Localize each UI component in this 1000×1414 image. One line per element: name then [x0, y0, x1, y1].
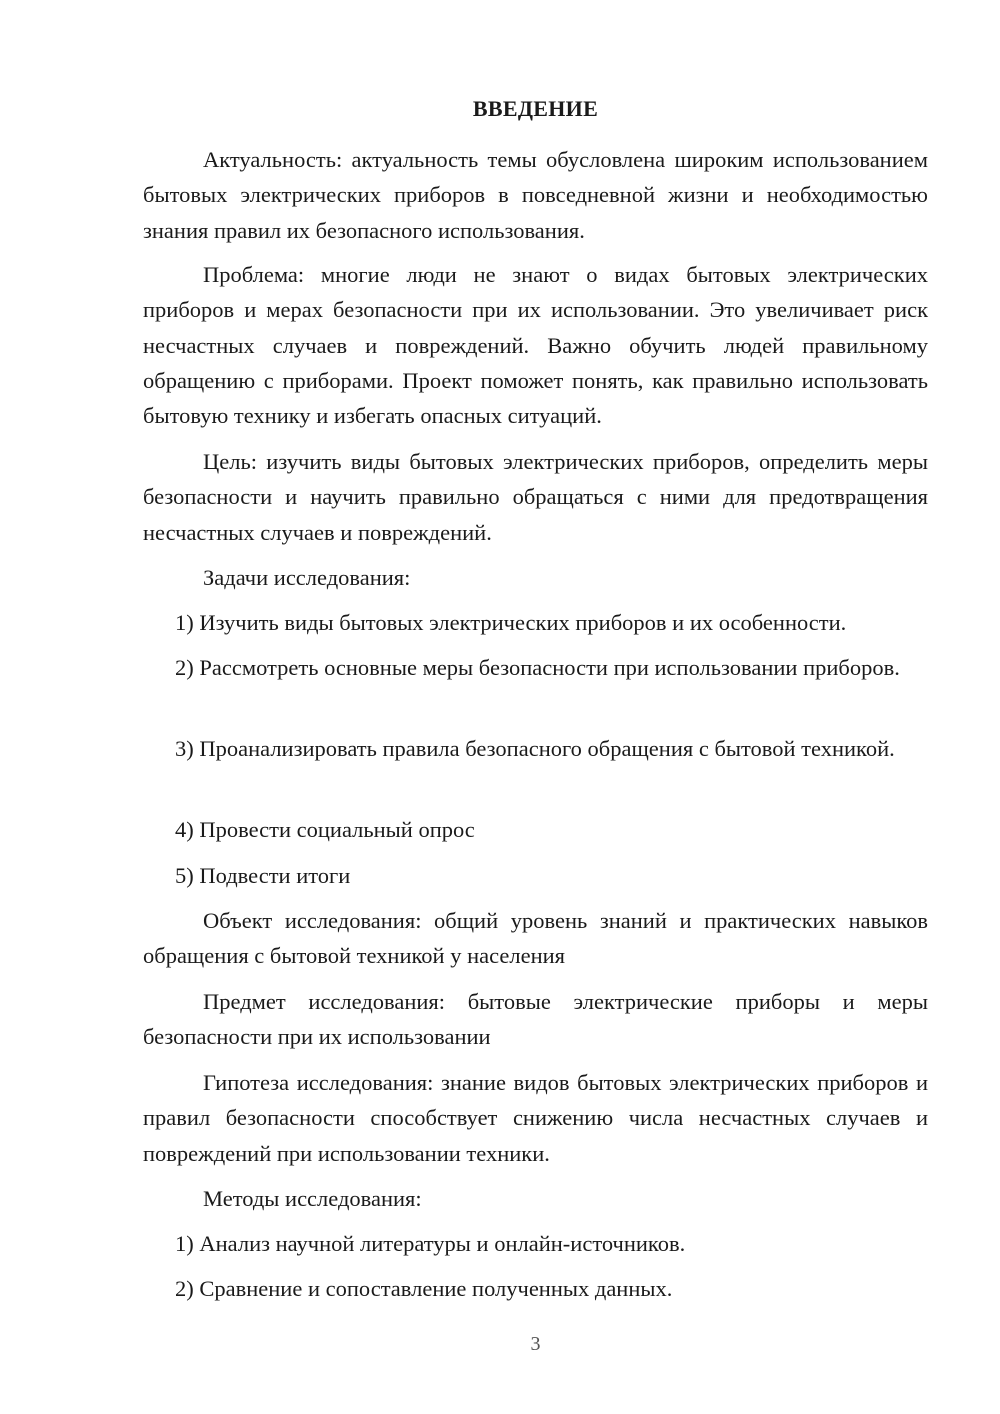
goal-paragraph: Цель: изучить виды бытовых электрических приборов, определить меры безопасности и научить правильно обращаться с ними для предотвращения несчастных случаев и повреждений.: [143, 449, 928, 545]
object-paragraph: Объект исследования: общий уровень знаний и практических навыков обращения с бытовой техникой у населения: [143, 908, 928, 969]
task-item: 5) Подвести итоги: [175, 863, 351, 888]
problem-paragraph: Проблема: многие люди не знают о видах бытовых электрических приборов и мерах безопасности при их использовании. Это увеличивает риск несчастных случаев и повреждений. Важно обучить людей правильному обращению с приборами. Проект поможет понять, как правильно использовать бытовую технику и избегать опасных ситуаций.: [143, 262, 928, 429]
tasks-heading: Задачи исследования:: [203, 565, 411, 590]
task-item: 4) Провести социальный опрос: [175, 817, 475, 842]
section-heading: ВВЕДЕНИЕ: [472, 96, 599, 121]
hypothesis-paragraph: Гипотеза исследования: знание видов бытовых электрических приборов и правил безопасности способствует снижению числа несчастных случаев и повреждений при использовании техники.: [143, 1070, 928, 1166]
task-item: 3) Проанализировать правила безопасного обращения с бытовой техникой.: [175, 736, 895, 761]
relevance-paragraph: Актуальность: актуальность темы обусловлена широким использованием бытовых электрических приборов в повседневной жизни и необходимостью знания правил их безопасного использования.: [143, 147, 928, 243]
task-item: 1) Изучить виды бытовых электрических приборов и их особенности.: [175, 610, 847, 635]
task-item: 2) Рассмотреть основные меры безопасности при использовании приборов.: [175, 655, 900, 680]
subject-paragraph: Предмет исследования: бытовые электрические приборы и меры безопасности при их использовании: [143, 989, 928, 1050]
method-item: 2) Сравнение и сопоставление полученных данных.: [175, 1276, 673, 1301]
method-item: 1) Анализ научной литературы и онлайн-источников.: [175, 1231, 686, 1256]
page-number: 3: [530, 1333, 541, 1355]
document-page: [143, 0, 928, 1414]
methods-heading: Методы исследования:: [203, 1186, 422, 1211]
